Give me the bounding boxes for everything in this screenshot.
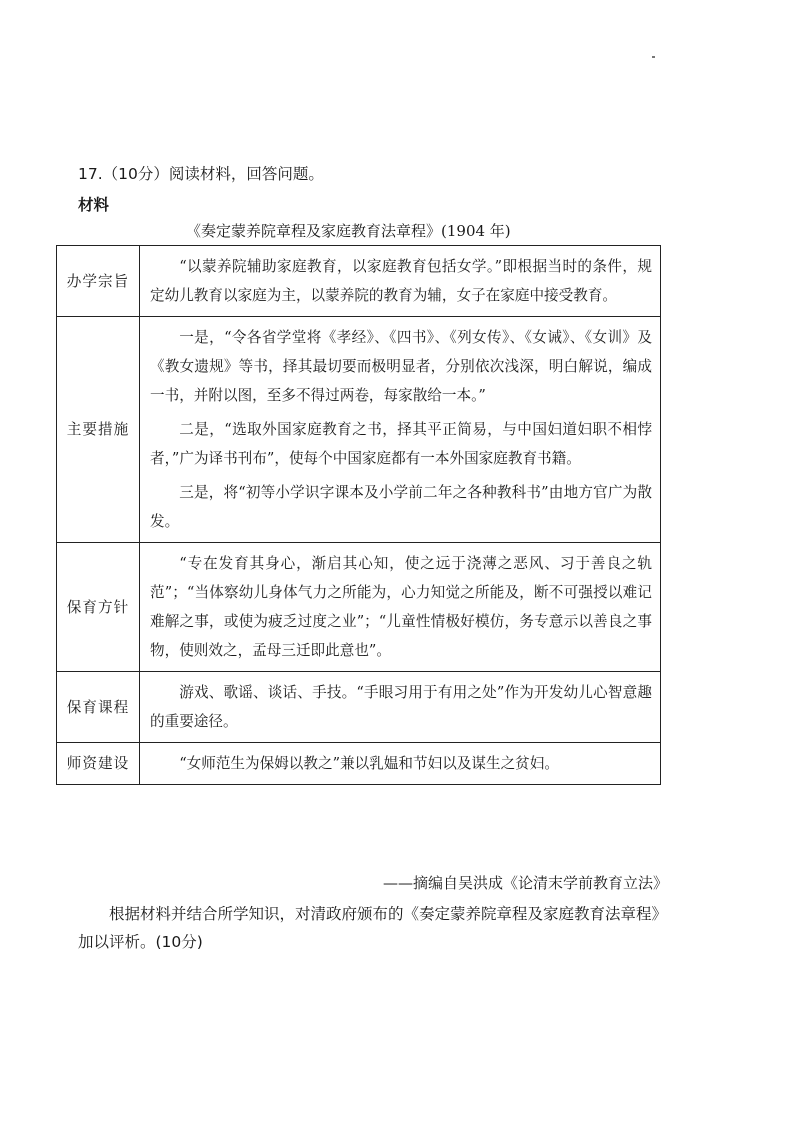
content-paragraph: “女师范生为保姆以教之”兼以乳媪和节妇以及谋生之贫妇。 [179,755,559,772]
source-citation: ——摘编自吴洪成《论清末学前教育立法》 [382,874,668,892]
row-header: 师资建设 [57,743,140,785]
content-paragraph: “以蒙养院辅助家庭教育，以家庭教育包括女学。”即根据当时的条件，规定幼儿教育以家庭为主，以蒙养院的教育为辅，女子在家庭中接受教育。 [150,258,652,304]
row-header: 办学宗旨 [57,246,140,317]
table-caption: 《奏定蒙养院章程及家庭教育法章程》(1904 年) [186,222,511,240]
row-content [140,672,661,743]
table-row [57,743,661,785]
content-paragraph: 二是，“选取外国家庭教育之书，择其平正简易，与中国妇道妇职不相悖者，”广为译书刊布”，使每个中国家庭都有一本外国家庭教育书籍。 [150,421,652,467]
row-content [140,317,661,543]
row-content [140,543,661,672]
row-header: 保育方针 [57,543,140,672]
row-content [140,743,661,785]
question-title: 17.（10分）阅读材料，回答问题。 [78,165,324,183]
question-prompt: 根据材料并结合所学知识，对清政府颁布的《奏定蒙养院章程及家庭教育法章程》加以评析。(10分) [78,905,668,951]
scan-speck [652,56,655,58]
content-paragraph: 一是，“令各省学堂将《孝经》、《四书》、《列女传》、《女诫》、《女训》及《教女遗规》等书，择其最切要而极明显者，分别依次浅深，明白解说，编成一书，并附以图，至多不得过两卷，每家散给一本。” [150,329,652,404]
row-header: 保育课程 [57,672,140,743]
table-row [57,246,661,317]
table-row [57,672,661,743]
content-paragraph: “专在发育其身心，渐启其心知，使之远于浇薄之恶风、习于善良之轨范”；“当体察幼儿身体气力之所能为，心力知觉之所能及，断不可强授以难记难解之事，或使为疲乏过度之业”；“儿童性情极好模仿，务专意示以善良之事物，使则效之，孟母三迁即此意也”。 [150,555,652,659]
material-table [56,245,661,785]
table-body [57,246,661,785]
content-paragraph: 游戏、歌谣、谈话、手技。“手眼习用于有用之处”作为开发幼儿心智意趣的重要途径。 [150,684,652,730]
row-content [140,246,661,317]
table-row [57,317,661,543]
content-paragraph: 三是，将“初等小学识字课本及小学前二年之各种教科书”由地方官广为散发。 [150,484,652,530]
row-header: 主要措施 [57,317,140,543]
material-label: 材料 [78,196,110,214]
table-row [57,543,661,672]
